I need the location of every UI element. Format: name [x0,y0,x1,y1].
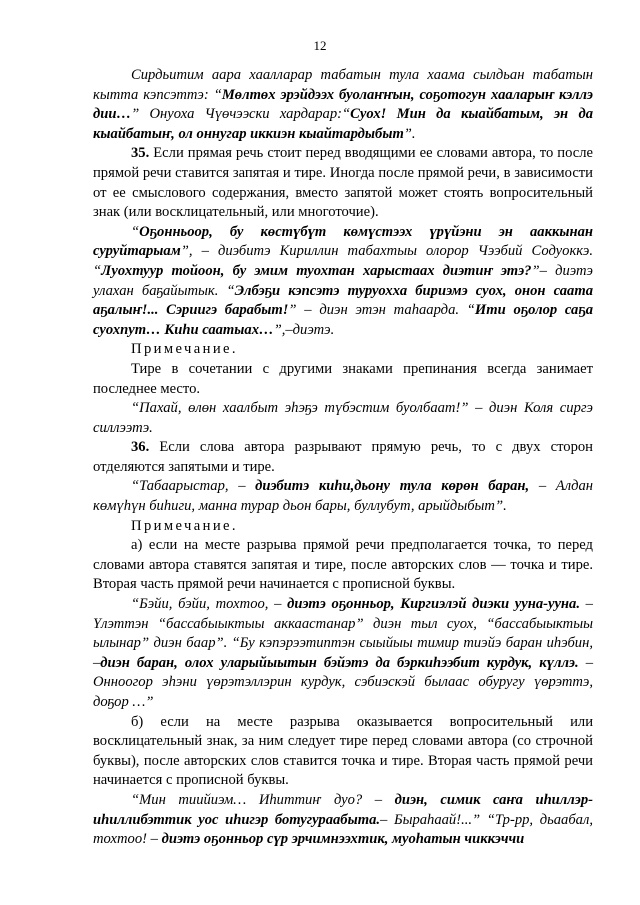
text-run-bold: Элбэҕи кэпсэтэ туруохха бириэмэ суох, онон саата аҕалыҥ!... Сэриигэ барабыт! [93,282,593,319]
page-number: 12 [313,38,327,53]
rule-number: 35. [131,145,150,162]
text-run: – Алдан көмүһүн биһиги, манна турар дьон бары, буллубут, арыйдыбыт [93,478,593,515]
note-text: Тире в сочетании с другими знаками препинания всегда занимает последнее место. [93,360,593,397]
paragraph-example-1 [93,66,593,144]
note-label: Примечание. [131,341,238,358]
paragraph-example-6 [93,791,593,850]
rule-36 [93,438,593,477]
text-run: ”. [403,125,416,142]
note-label: Примечание. [131,517,238,534]
text-run-bold: Оҕонньоор, бу көстүбүт көмүстээх үрүйэни эн ааккынан суруйтарыам [93,223,593,260]
text-run: ”,–диэтэ. [273,321,335,338]
text-run-bold: диэтэ оҕонньор, Киргиэлэй диэки ууна-ууна. [287,596,580,613]
text-run-bold: Суох! Мин да кыайбатым, эн да кыайбатыҥ, ол оннугар иккиэн кыайтардыбыт [93,106,593,142]
text-run: – Быраһаай!...” “Тр-рр, дьаабал, тохтоо! – [93,811,593,848]
text-run-bold: Мөлтөх эрэйдээх буолаҥҥын, соҕотогун хааларыҥ кэллэ дии… [93,86,593,123]
rule-text: Если прямая речь стоит перед вводящими ее словами автора, то после прямой речи ставится запятая и тире. Иногда после прямой речи, в зависимости от ее смыслового содержания, вместо запятой может стоять вопросительный знак (или восклицательный, или многоточие). [93,145,593,221]
rule-text: Если слова автора разрывают прямую речь, то с двух сторон отделяются запятыми и тире. [93,439,593,475]
text-run: “Мин тиийиэм… Иһиттиҥ дуо? – [131,791,395,808]
paragraph-example-2 [93,223,593,341]
paragraph-example-5 [93,595,593,713]
text-run: ”, – диэбитэ Кириллин табахтыы олорор Чээбий Содуоккэ. “ [93,243,593,279]
text-run-bold: диэн, симик саҥа иһиллэр-иһиллибэттик уос иһигэр ботугураабыта. [93,791,593,828]
text-run-bold: диэн баран, олох уларыйыытын бэйэтэ да бэркиһээбит курдук, күллэ. [100,654,579,671]
paragraph-example-4 [93,477,593,516]
text-run: “Бэйи, бэйи, тохтоо, – [131,596,288,613]
text-run: “Табаарыстар, – [131,478,256,495]
paragraph-example-3: “Пахай, өлөн хаалбыт эһэҕэ түбэстим буолбаат!” – диэн Коля сиргэ силлээтэ. [93,400,593,436]
note-item-b: б) если на месте разрыва оказывается вопросительный или восклицательный знак, за ним следует тире перед словами автора (со строчной буквы), после авторских слов ставится точка и тире. Вторая часть прямой речи начинается с прописной буквы. [93,713,593,789]
text-run: ” – диэн этэн таһаарда. “ [288,302,475,319]
text-run: “ [131,223,140,240]
text-run: Сирдьитим аара хаалларар табатын тула хаама сылдьан табатын кытта кэпсэттэ: “ [93,67,593,103]
text-run-bold: диэтэ оҕонньор сүр эрчимнээхтик, муоһатын чиккэччи [161,831,525,848]
rule-35 [93,144,593,222]
text-run-bold: Ити оҕолор саҕа суохпут… Киһи саатыах… [93,302,594,338]
page-content [93,66,593,850]
text-run-bold: диэбитэ киһи,дьону тула көрөн баран, [255,478,530,495]
text-run-bold: Луохтуур тойоон, бу эмим туохтан харыстаах диэтиҥ этэ? [101,262,532,279]
text-run: ”. [494,498,507,515]
rule-number: 36. [131,439,150,456]
text-run: ” Онуоха Чүөчээски хардарар:“ [131,106,351,123]
text-run: ”– диэтэ улахан баҕайытык. “ [93,262,593,299]
note-item-a: а) если на месте разрыва прямой речи предполагается точка, то перед словами автора ставятся запятая и тире, после авторских слов — точка и тире. Вторая часть прямой речи начинается с прописной буквы. [93,537,593,593]
text-run: – Онноогор эһэни үөрэтэллэрин курдук, сэбиэскэй былаас обуругу үөрэттэ, доҕор …” [93,654,593,710]
text-run: – Үлэттэн “бассабыыктыы аккаастанар” диэн тыл суох, “бассабыыктыы ылынар” диэн баар”. “Бу кэпэрээтиптэн сыыйыы тимир тиэйэ баран иһэбин, – [93,596,593,671]
